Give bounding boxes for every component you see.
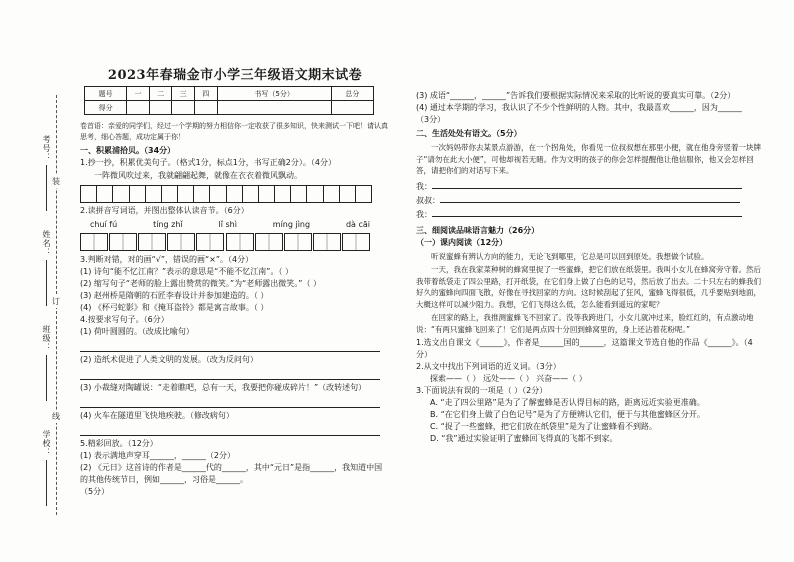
score-cell[interactable] [217, 101, 331, 115]
exam-title: 2023年春瑞金市小学三年级语文期末试卷 [107, 68, 363, 83]
judge-item: (2) 缩写句子“老师的脸上露出赞赏的微笑。”为“老师露出微笑。”（ ） [80, 279, 321, 288]
left-column [80, 70, 390, 498]
score-header: 书写（5分） [217, 87, 331, 101]
score-header: 一 [127, 87, 150, 101]
judge-item: (3) 赵州桥是隋朝的石匠李春设计并参加建造的。（ ） [80, 291, 269, 300]
score-cell[interactable] [172, 101, 195, 115]
pinyin-row [80, 219, 370, 231]
section-2-heading: 二、生活处处有语文。（5分） [416, 129, 522, 138]
pinyin-item: chuí fú [90, 220, 118, 229]
score-header: 题号 [85, 87, 127, 101]
review-item: (2) 《元日》这首诗的作者是______代的______，其中“元日”是指______，我知道中国的其他传统节日，例如______，习俗是______。 [80, 463, 383, 484]
field-school: 学校： [36, 430, 52, 506]
score-cell[interactable] [127, 101, 150, 115]
field-exam-number: 考号： [36, 135, 52, 211]
dialogue-line[interactable]: 我： [416, 207, 761, 221]
review-item-4-score: （3分） [416, 115, 446, 124]
pinyin-item: míng jìng [272, 220, 311, 229]
score-cell[interactable] [331, 101, 373, 115]
review-item-4: (4) 通过本学期的学习，我认识了不少个性鲜明的人物。其中，我最喜欢______，因为______ [416, 103, 742, 112]
copy-writing-grid[interactable] [80, 185, 372, 203]
pinyin-item: tíng zhǐ [153, 220, 183, 229]
score-header: 总分 [331, 87, 373, 101]
right-column [416, 90, 761, 445]
answer-line[interactable] [80, 396, 380, 408]
section-3-heading: 三、细阅读品味语言魅力（26分） [416, 225, 540, 235]
character-boxes[interactable] [80, 233, 370, 251]
rewrite-item: (1) 荷叶圆圆的。（改成比喻句） [80, 327, 194, 336]
score-header: 二 [149, 87, 172, 101]
section-2-scenario: 一次妈妈带你去某景点游游，在一个拐角处，你看见一位叔叔想在那里小便，就在他身旁竖着一块牌子“请勿在此大小便”，可他却视若无睹。作为文明的孩子的你会怎样提醒他让他信服你，他又会怎样回答，请把你们的对话写下来。 [416, 143, 761, 175]
reading-question-2: 2.从文中找出下列词语的近义词。（3分） [416, 362, 561, 371]
pinyin-item: dà cāi [345, 220, 370, 229]
passage-intro: 听说蜜蜂有辨认方向的能力，无论飞到哪里，它总是可以回到原处。我想做个试验。 [431, 251, 709, 261]
binding-mark-ding: 订 [52, 297, 60, 306]
answer-line[interactable] [80, 340, 380, 352]
review-item: (1) 表示满地声穿耳______，______（2分） [80, 451, 235, 460]
rewrite-item: (3) 小裁缝对陶罐说：“走着瞧吧，总有一天，我要把你碰成碎片！”（改转述句） [80, 383, 367, 392]
field-student-name: 姓名： [36, 230, 52, 306]
pinyin-item: lǐ shì [218, 220, 237, 229]
rewrite-item: (4) 火车在隧道里飞快地疾驶。（修改病句） [80, 411, 234, 420]
reading-passage-2: 在回家的路上，我推测蜜蜂飞不回家了。没等我跨进门，小女儿就冲过来，脸红红的，有点激动地说：“有两只蜜蜂飞回来了！它们是两点四十分回到蜂窝里的，身上还沾着花粉呢。” [416, 313, 754, 334]
review-item-score: （5分） [80, 487, 110, 496]
reading-passage: 一天，我在我家菜种树的蜂窝里捉了一些蜜蜂，把它们放在纸袋里。我叫小女儿在蜂窝旁守着。然后我带着纸袋走了四公里路，打开纸袋，在它们身上做了白色的记号，然后放了出去。二十只左右的蜂我们好久的蜜蜂向四面飞散，好像在寻找回家的方向。这时候刮起了狂风，蜜蜂飞得很低，几乎要贴到地面，大概这样可以减少阻力。我想，它们飞得这么低，怎么能看到遥远的家呢？ [416, 265, 761, 309]
exam-notice: 卷首语：亲爱的同学们，经过一个学期的努力相信你一定收获了很多知识，快来测试一下吧！请认真思考，细心答题，成功定属于你！ [80, 122, 388, 141]
score-header: 三 [172, 87, 195, 101]
choice-option: A. “走了四公里路”是为了了解蜜蜂是否认得目标的路，距离远近实验更准确。 [430, 398, 705, 407]
judge-item: (1) 诗句“能不忆江南？”表示的意思是“不能不忆江南”。（ ） [80, 267, 293, 276]
score-cell[interactable] [194, 101, 217, 115]
question-2: 2.读拼音写词语，并图出整体认读音节。（6分） [80, 206, 249, 215]
choice-option: D. “我”通过实验证明了蜜蜂回飞得真的飞都不到家。 [430, 434, 618, 443]
choice-option: B. “在它们身上做了白色记号”是为了方便辨认它们，便于与其他蜜蜂区分开。 [430, 410, 705, 419]
score-header: 四 [194, 87, 217, 101]
score-table [84, 86, 374, 115]
binding-mark-zhuang: 装 [52, 177, 60, 186]
review-item-3: (3) 成语“______，______”告诉我们要根据实际情况来采取的比听说的要真实可靠。（2分） [416, 91, 736, 100]
section-1-heading: 一、积累浦拾贝。（34分） [80, 146, 176, 155]
question-4: 4.按要求写句子。（6分） [80, 315, 169, 324]
score-row-label: 得分 [85, 101, 127, 115]
synonym-words: 探索——（ ） 远处——（ ） 兴奋——（ ） [430, 374, 587, 383]
dialogue-line[interactable]: 我： [416, 179, 761, 193]
question-5: 5.精彩回放。（12分） [80, 439, 158, 448]
score-cell[interactable] [149, 101, 172, 115]
choice-option: C. “捉了一些蜜蜂，把它们放在纸袋里”是为了让蜜蜂看不到路。 [430, 422, 657, 431]
field-class: 班级： [36, 325, 52, 401]
answer-line[interactable] [80, 424, 380, 436]
subsection-1-heading: （一）课内阅读（12分） [416, 237, 508, 247]
rewrite-item: (2) 造纸术促进了人类文明的发展。（改为反问句） [80, 355, 258, 364]
score-header-row [85, 87, 374, 101]
question-3: 3.判断对错，对的画“√”，错误的画“×”。（4分） [80, 255, 254, 264]
judge-item: (4) 《杯弓蛇影》和《掩耳盗铃》都是寓言故事。（ ） [80, 303, 269, 312]
question-1: 1.抄一抄，积累优美句子。（格式1分，标点1分，书写正确2分）。（4分） [80, 158, 336, 167]
answer-line[interactable] [80, 368, 380, 380]
reading-question-3: 3.下面说法有误的一项是（ ）（2分） [416, 386, 548, 395]
binding-mark-xian: 线 [52, 412, 60, 421]
reading-question-1: 1.选文出自课文《______》，作者是______国的______，这篇课文节选自他的作品《______》。（4分） [416, 338, 753, 359]
dialogue-line[interactable]: 叔叔： [416, 193, 761, 207]
score-value-row [85, 101, 374, 115]
copy-sentence: 一阵微风吹过来，我就翩翩起舞，就像在衣衣着微风飘动。 [94, 171, 302, 180]
